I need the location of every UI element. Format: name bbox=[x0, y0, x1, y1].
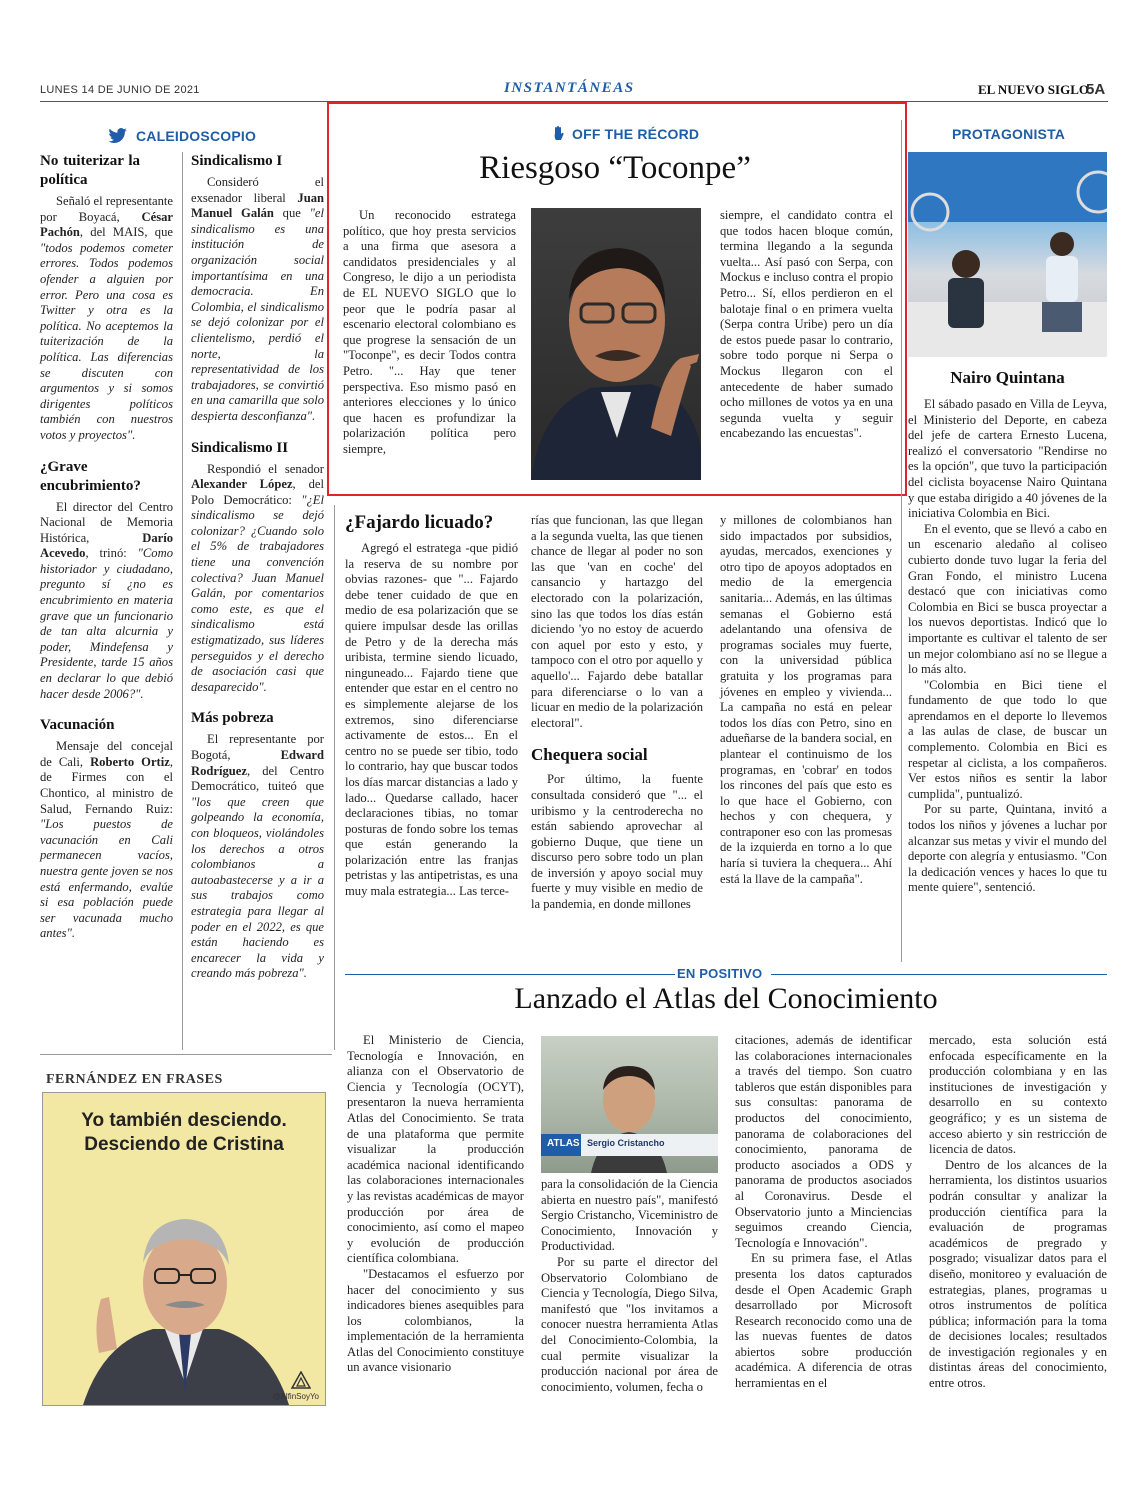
caleidoscopio-col1 bbox=[40, 152, 173, 942]
petro-figure bbox=[531, 208, 701, 480]
nairo-scene bbox=[908, 152, 1107, 357]
caleidoscopio-label: CALEIDOSCOPIO bbox=[136, 128, 257, 144]
tweet-item: Vacunación Mensaje del concejal de Cali, Roberto Ortiz, de Firmes con el Chontico, al ministro de Salud, Fernando Ruiz: "Los puestos de vacunación en Cali permanecen vacíos, nuestra gente joven se nos está enfermando, evalúe si esa población puede ser vacunada mucho antes". bbox=[40, 717, 173, 941]
cartoon-speech: Yo también desciendo. Desciendo de Cristina bbox=[81, 1110, 287, 1155]
caleidoscopio-col2 bbox=[191, 152, 324, 982]
protagonista-tag: PROTAGONISTA bbox=[952, 126, 1066, 142]
caleidoscopio-tag bbox=[108, 128, 256, 144]
atlas-col2: para la consolidación de la Ciencia abierta en nuestro país", manifestó Sergio Cristancho, Viceministro de Conocimiento, Innovación y Productividad. Por su parte el director del Observatorio Colombiano de Ciencia y Tecnología, Diego Silva, manifestó que "los invitamos a conocer nuestra herramienta Atlas del Conocimiento-Colombia, la cual permite visualizar la producción nacional por área de conocimiento, volumen, fecha o bbox=[541, 1177, 718, 1394]
en-positivo-rule-left bbox=[345, 974, 675, 975]
column-divider bbox=[182, 152, 183, 1050]
tweet-title: ¿Grave encubrimiento? bbox=[40, 458, 141, 494]
fajardo-col3: y millones de colombianos han sido impactados por subsidios, ayudas, mercados, exenciones y otro tipo de apoyos adoptados en medio de la emergencia sanitaria... Además, en las últimas semanas el Gobierno está adelantando una ofensiva de programas sociales muy fuerte, con la universidad pública gratuita y los programas para jóvenes en empleo y vivienda... La campaña no está en pelear todos los días con Petro, sino en adueñarse de la bandera social, en plantear el continuismo de los programas, en 'cobrar' en todos los rincones del país que esto es lo que hace el Gobierno, con hechos y con chequera, y contraponer eso con las promesas de la izquierda en torno a lo que haría si tuviera la chequera... Ahí está la llave de la campaña". bbox=[720, 513, 892, 886]
tweet-item: Más pobreza El representante por Bogotá, Edward Rodríguez, del Centro Democrático, tuiteó que "los que creen que golpeando la economía, con bloqueos, violándoles los derechos a otros colombianos a autoabastecerse y a ir a sus trabajos como estrategia para llegar al poder en el 2022, es que están haciendo es encarecer la vida y creando más pobreza". bbox=[191, 710, 324, 981]
cartoon-figure bbox=[43, 1093, 325, 1405]
newspaper-name: EL NUEVO SIGLO bbox=[978, 82, 1089, 97]
triangle-logo-icon bbox=[291, 1371, 311, 1389]
twitter-bird-icon bbox=[108, 128, 128, 144]
column-divider bbox=[901, 120, 902, 962]
atlas-col4: mercado, esta solución está enfocada específicamente en la producción colombiana y en las instituciones de investigación y desarrollo en su contexto geográfico; y es un sistema de acceso abierto y sin restricción de licencia de datos. Dentro de los alcances de la herramienta, los distintos usuarios podrán consultar y analizar la producción científica para la evaluación de programas académicos de pregrado y posgrado; visualizar datos para el diseño, monitoreo y evaluación de estrategias, planes, programas u otros instrumentos de política pública; información para la toma de decisiones locales; resultados de investigación regionales y en distintas áreas del conocimiento, entre otros. bbox=[929, 1033, 1107, 1391]
petro-photo bbox=[531, 208, 701, 480]
video-name-label: Sergio Cristancho bbox=[587, 1138, 665, 1148]
atlas-col3: citaciones, además de identificar las colaboraciones internacionales a través del tiempo. Son cuatro tableros que están disponibles para sus consultas: panorama de productos del conocimiento, panorama de colaboraciones del conocimiento, panorama de producto asociados a ODS y panorama de productos asociados al Coronavirus. Desde el Observatorio junto a Minciencias seguimos creando Ciencia, Tecnología e Innovación". En su primera fase, el Atlas presenta los datos capturados desde el Open Academic Graph desarrollado por Microsoft Research reconocido como una de las nuevas fuentes de datos abiertos sobre producción académica. A diferencia de otras herramientas en el bbox=[735, 1033, 912, 1391]
tweet-item: No tuiterizar la política Señaló el representante por Boyacá, César Pachón, del MAIS, que "todos podemos cometer errores. Todos podemos ofender a alguien por error. Pero una cosa es Twitter y otra es la política. No aceptemos la tuiterización de la política. Las diferencias se discuten con argumentos y si somos dirigentes políticos también con nuestros votos y proyectos". bbox=[40, 153, 173, 442]
cristancho-figure bbox=[541, 1036, 718, 1173]
off-record-col1: Un reconocido estratega político, que hoy presta servicios a una firma que asesora a candidatos presidenciales y al Congreso, le dijo a un periodista de EL NUEVO SIGLO que lo peor que le podría pasar al escenario electoral colombiano es que progrese la sensación de un "Toconpe", es decir Todos contra Petro. "... Hay que tener perspectiva. Eso mismo pasó en anteriores elecciones y lo único que hacen es profundizar la polarización política pero siempre, bbox=[343, 208, 516, 456]
en-positivo-tag: EN POSITIVO bbox=[677, 966, 763, 981]
page-number: 5A bbox=[1086, 81, 1106, 98]
section-rule bbox=[40, 1054, 332, 1055]
protagonista-text: El sábado pasado en Villa de Leyva, el Ministerio del Deporte, en cabeza del jefe de cartera Ernesto Lucena, realizó el conversatorio "Rendirse no es la opción", que tuvo la participación del ciclista boyacense Nairo Quintana y que estaba dirigido a 40 jóvenes de la iniciativa Colombia en Bici. En el evento, que se llevó a cabo en un escenario aledaño al coliseo cubierto donde tuvo lugar la feria del Gran Fondo, el ministro Lucena destacó que con iniciativas como Colombia en Bici se busca proyectar a los nuevos deportistas. Indicó que lo importante es cultivar el talento de ser un mejor colombiano así no se llegue a lo más alto. "Colombia en Bici tiene el fundamento de que todo lo que aprendamos en el deporte lo llevemos a las aulas de clase, de buscar un complemento. Colombia en Bici es respetar al ciclista, a los compañeros. Ver estos niños es sentir la labor cumplida", puntualizó. Por su parte, Quintana, invitó a todos los niños y jóvenes a luchar por alcanzar sus metas y vivir el mundo del deporte con alegría y entusiasmo. "Con la dedicación vences y haces lo que tu mente quiere", sentenció. bbox=[908, 397, 1107, 895]
atlas-headline: Lanzado el Atlas del Conocimiento bbox=[514, 982, 938, 1015]
off-record-headline: Riesgoso “Toconpe” bbox=[479, 150, 751, 186]
protagonista-name: Nairo Quintana bbox=[950, 368, 1065, 387]
fajardo-col2: rías que funcionan, las que llegan a la segunda vuelta, las que tienen chance de llegar al poder no son las que 'van en coche' del cansancio y hartazgo del electorado con la polarización, sino las que todos los días están diciendo 'yo no estoy de acuerdo con aquel por esto y esto, y tampoco con el otro por aquello y aquello'... Fajardo debe batallar para diferenciarse o lo van a licuar en medio de la polarización electoral". Chequera social Por último, la fuente consultada consideró que "... el uribismo y la centroderecha no están sabiendo aprovechar al gobierno Duque, que tiene un discurso pero sobre todo un plan de inversión y apoyo social muy fuerte y muy visible en medio de la pandemia, en donde millones bbox=[531, 513, 703, 912]
tweet-title: Vacunación bbox=[40, 717, 115, 734]
cartoon-credit: @AlfinSoyYo bbox=[272, 1392, 319, 1401]
nairo-photo bbox=[908, 152, 1107, 357]
tweet-item: Sindicalismo I Consideró el exsenador liberal Juan Manuel Galán que "el sindicalismo es una institución de organización social importantísima en una democracia. En Colombia, el sindicalismo se dejó colonizar por el clientelismo, perdió el norte, la representatividad de los trabajadores, se convirtió en una camarilla que solo despierta desconfianza". bbox=[191, 153, 324, 423]
off-record-label: OFF THE RÉCORD bbox=[572, 126, 700, 142]
off-record-tag bbox=[552, 126, 699, 142]
chequera-subhead: Chequera social bbox=[531, 745, 648, 765]
video-logo-label: ATLAS bbox=[547, 1138, 580, 1149]
section-title: INSTANTÁNEAS bbox=[504, 80, 635, 96]
off-record-col3: siempre, el candidato contra el que todos hacen bloque común, termina llegando a la segunda vuelta... Así pasó con Serpa, con Mockus e incluso contra el propio Petro... Sí, ellos perdieron en el balotaje final o en primera vuelta (Serpa contra Uribe) pero un día de estos puede pasar lo contrario, sobre todo porque ni Serpa o Mockus llegaron con el antecedente de haber sumado ocho millones de votos ya en una segunda vuelta y seguir encabezando las encuestas". bbox=[720, 208, 893, 441]
fajardo-headline: ¿Fajardo licuado? bbox=[345, 512, 494, 533]
cartoon-header: FERNÁNDEZ EN FRASES bbox=[46, 1072, 223, 1087]
atlas-video-photo bbox=[541, 1036, 718, 1173]
tweet-title: Más pobreza bbox=[191, 710, 274, 727]
fajardo-col1: Agregó el estratega -que pidió la reserva de su nombre por obvias razones- que "... Fajardo debe tener cuidado de que en medio de esa polarización que se quiere impulsar desde las orillas de Petro y de la derecha más uribista, termine siendo licuado, ninguneado... Fajardo tiene que entender que estar en el centro no es simplemente alejarse de los extremos, sino diferenciarse activamente de estos... En el centro no se puede ser tibio, todo lo contrario, hay que buscar todos los días marcar distancias a lado y lado... Quedarse callado, hacer declaraciones tibias, no tomar posturas de fondo sobre los temas que están generando la polarización entre las franjas petristas y las antipetristas, es una muy mala estrategia... Las terce- bbox=[345, 541, 518, 899]
cartoon-image bbox=[42, 1092, 326, 1406]
column-divider bbox=[334, 505, 335, 1050]
page-date: LUNES 14 DE JUNIO DE 2021 bbox=[40, 84, 200, 96]
hand-icon bbox=[552, 126, 566, 142]
atlas-col1: El Ministerio de Ciencia, Tecnología e Innovación, en alianza con el Observatorio de Ciencia y Tecnología (OCYT), presentaron la nueva herramienta Atlas del Conocimiento. Se trata de una plataforma que permite visualizar la producción académica nacional identificando las colaboraciones internacionales y las revistas académicas de mayor producción por área de conocimiento, así como el mapeo y evolución de producción científica colombiana. "Destacamos el esfuerzo por hacer del conocimiento y sus indicadores bienes asequibles para los colombianos, la implementación de la herramienta Atlas del Conocimiento constituye un avance visionario bbox=[347, 1033, 524, 1375]
tweet-title: No tuiterizar la política bbox=[40, 153, 140, 188]
en-positivo-rule-right bbox=[771, 974, 1107, 975]
tweet-item: Sindicalismo II Respondió el senador Alexander López, del Polo Democrático: "¿El sindicalismo se dejó colonizar? ¿Cuando solo el 5% de trabajadores tiene una convención colectiva? Juan Manuel Galán, por comentarios como este, es que el sindicalismo está estigmatizado, sus líderes perseguidos y el derecho de asociación casi que desaparecido". bbox=[191, 439, 324, 694]
tweet-title: Sindicalismo II bbox=[191, 439, 289, 456]
tweet-title: Sindicalismo I bbox=[191, 153, 283, 169]
tweet-item: ¿Grave encubrimiento? El director del Centro Nacional de Memoria Histórica, Darío Acevedo, trinó: "Como historiador y ciudadano, pregunto sí ¿no es encubrimiento en materia grave que un funcionario de tan alta alcurnia y poder, Mindefensa y Presidente, tarde 15 años en declarar lo que debió hacer desde 2006?". bbox=[40, 458, 173, 701]
